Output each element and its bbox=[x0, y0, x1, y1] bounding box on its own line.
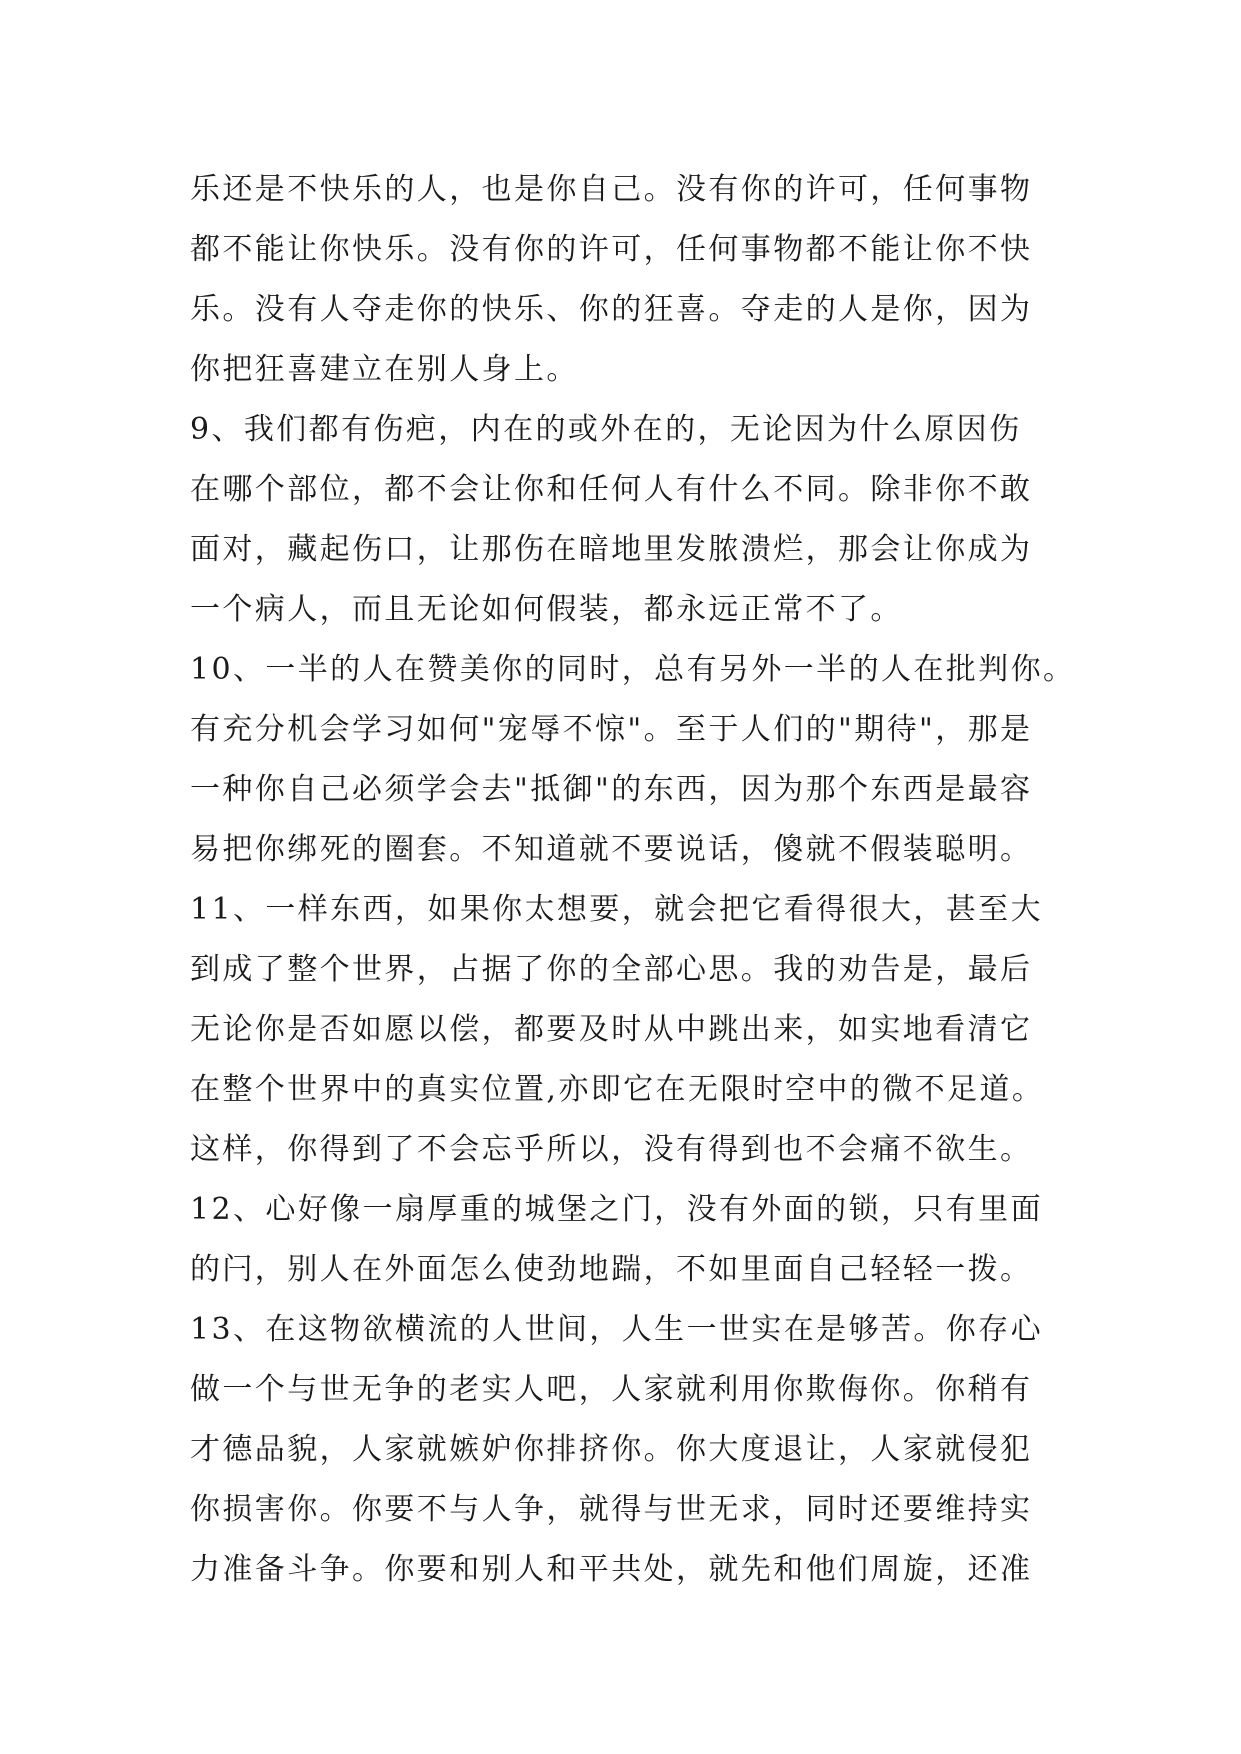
text-line: 的闩，别人在外面怎么使劲地踹，不如里面自己轻轻一拨。 bbox=[190, 1252, 1033, 1287]
text-line: 有充分机会学习如何"宠辱不惊"。至于人们的"期待"，那是 bbox=[190, 712, 1033, 747]
text-line: 面对，藏起伤口，让那伤在暗地里发脓溃烂，那会让你成为 bbox=[190, 532, 1033, 567]
text-line: 你损害你。你要不与人争，就得与世无求，同时还要维持实 bbox=[190, 1492, 1033, 1527]
text-line: 做一个与世无争的老实人吧，人家就利用你欺侮你。你稍有 bbox=[190, 1372, 1033, 1407]
text-line: 一个病人，而且无论如何假装，都永远正常不了。 bbox=[190, 592, 903, 627]
text-line: 到成了整个世界，占据了你的全部心思。我的劝告是，最后 bbox=[190, 952, 1033, 987]
text-line: 这样，你得到了不会忘乎所以，没有得到也不会痛不欲生。 bbox=[190, 1132, 1033, 1167]
text-line: 11、一样东西，如果你太想要，就会把它看得很大，甚至大 bbox=[190, 892, 1043, 927]
text-line: 你把狂喜建立在别人身上。 bbox=[190, 352, 579, 387]
text-line: 13、在这物欲横流的人世间，人生一世实在是够苦。你存心 bbox=[190, 1312, 1043, 1347]
text-line: 乐还是不快乐的人，也是你自己。没有你的许可，任何事物 bbox=[190, 172, 1033, 207]
text-line: 12、心好像一扇厚重的城堡之门，没有外面的锁，只有里面 bbox=[190, 1192, 1043, 1227]
text-line: 都不能让你快乐。没有你的许可，任何事物都不能让你不快 bbox=[190, 232, 1033, 267]
text-line: 一种你自己必须学会去"抵御"的东西，因为那个东西是最容 bbox=[190, 772, 1033, 807]
text-line: 才德品貌，人家就嫉妒你排挤你。你大度退让，人家就侵犯 bbox=[190, 1432, 1033, 1467]
text-line: 在哪个部位，都不会让你和任何人有什么不同。除非你不敢 bbox=[190, 472, 1033, 507]
text-line: 易把你绑死的圈套。不知道就不要说话，傻就不假装聪明。 bbox=[190, 832, 1033, 867]
text-line: 在整个世界中的真实位置,亦即它在无限时空中的微不足道。 bbox=[190, 1072, 1045, 1107]
text-line: 无论你是否如愿以偿，都要及时从中跳出来，如实地看清它 bbox=[190, 1012, 1033, 1047]
text-line: 乐。没有人夺走你的快乐、你的狂喜。夺走的人是你，因为 bbox=[190, 292, 1033, 327]
text-line: 力准备斗争。你要和别人和平共处，就先和他们周旋，还准 bbox=[190, 1552, 1033, 1587]
body-text bbox=[190, 160, 1090, 1600]
text-line: 10、一半的人在赞美你的同时，总有另外一半的人在批判你。 bbox=[190, 652, 1076, 687]
text-line: 9、我们都有伤疤，内在的或外在的，无论因为什么原因伤 bbox=[190, 412, 1022, 447]
